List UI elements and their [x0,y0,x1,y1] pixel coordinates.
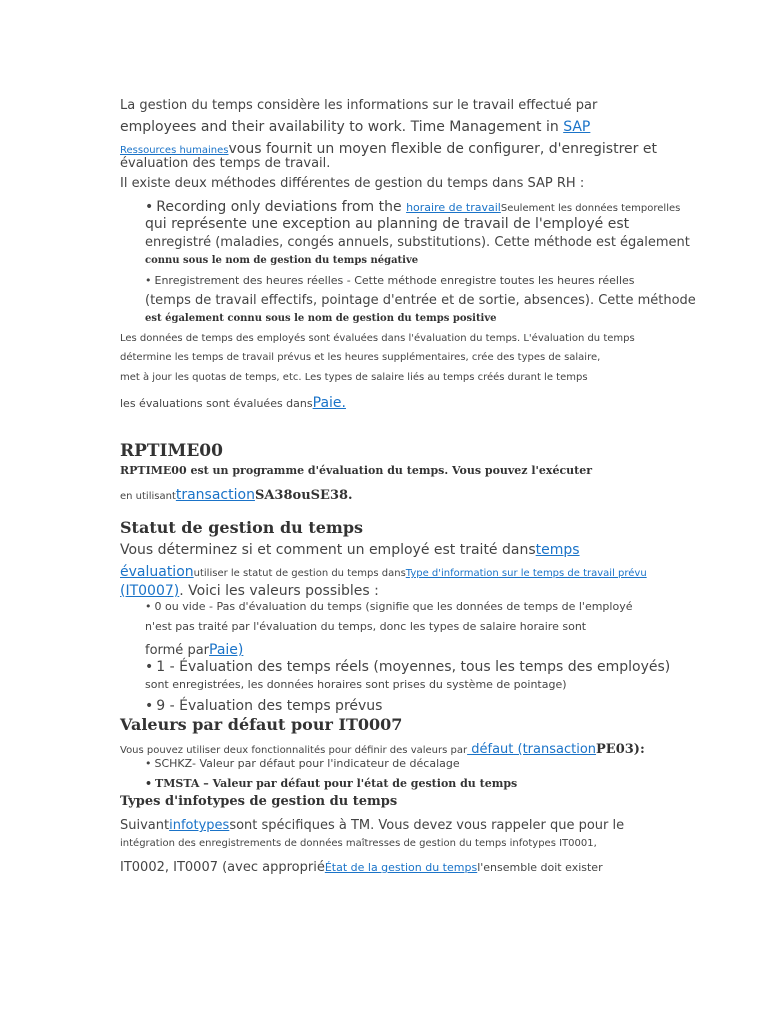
temps-evaluation-link[interactable]: évaluation [120,564,194,580]
eval-line-3 [120,372,588,384]
infotypes-line-3 [120,857,603,876]
statut-bullet-2-line-2 [145,679,567,692]
intro-line-4 [120,157,330,172]
eval-text: met à jour les quotas de temps, etc. Les types de salaire liés au temps créés durant le temps [120,372,588,383]
bullet-text: • 0 ou vide - Pas d'évaluation du temps (signifie que les données de temps de l'employé [145,600,632,613]
intro-text: vous fournit un moyen flexible de configurer, d'enregistrer et [228,141,657,157]
defaults-bullet-2 [145,778,517,791]
rptime-heading: RPTIME00 [120,441,223,461]
defaults-line-1 [120,739,645,758]
infotypes-link[interactable]: infotypes [169,818,230,833]
statut-text: Vous déterminez si et comment un employé est traité dans [120,542,536,558]
statut-bullet-1 [145,601,632,614]
defaults-text: PE03): [596,742,645,757]
bullet-text: • SCHKZ- Valeur par défaut pour l'indicateur de décalage [145,757,460,770]
eval-text: les évaluations sont évaluées dans [120,397,313,410]
paie-link[interactable]: Paie. [312,395,346,411]
transaction-link[interactable]: transaction [175,487,255,503]
transaction-link[interactable]: défaut (transaction [467,742,597,757]
bullet-text: sont enregistrées, les données horaires sont prises du système de pointage) [145,678,567,691]
it0007-link[interactable]: (IT0007) [120,583,180,599]
intro-line-2 [120,119,590,135]
rptime-text: RPTIME00 est un programme d'évaluation du temps. Vous pouvez l'exécuter [120,464,593,477]
rptime-text: SA38ouSE38. [254,488,353,503]
statut-line-1 [120,542,580,558]
infotypes-heading: Types d'infotypes de gestion du temps [120,794,398,809]
bullet-text: connu sous le nom de gestion du temps négative [145,255,419,266]
intro-line-3 [120,139,657,157]
statut-text: . Voici les valeurs possibles : [179,583,379,599]
statut-line-2 [120,562,647,580]
statut-line-3 [120,581,379,599]
etat-gestion-temps-link[interactable]: État de la gestion du temps [324,861,478,874]
defaults-text: Vous pouvez utiliser deux fonctionnalités pour définir des valeurs par [120,745,468,756]
bullet-text: • 1 - Évaluation des temps réels (moyennes, tous les temps des employés) [145,659,670,675]
eval-text: détermine les temps de travail prévus et les heures supplémentaires, crée des types de salaire, [120,352,601,363]
infotypes-line-2 [120,838,597,850]
horaire-de-travail-link[interactable]: horaire de travail [406,201,501,214]
eval-text: Les données de temps des employés sont évaluées dans l'évaluation du temps. L'évaluation du temps [120,333,635,344]
bullet-text: • TMSTA – Valeur par défaut pour l'état de gestion du temps [145,777,517,790]
defaults-heading: Valeurs par défaut pour IT0007 [120,715,403,734]
statut-bullet-1-line-3 [145,640,243,659]
statut-bullet-1-line-2 [145,621,586,634]
defaults-bullet-1 [145,758,460,771]
intro-text: employees and their availability to work. Time Management in [120,119,564,135]
infotypes-text: Suivant [120,818,170,833]
bullet-text: Seulement les données temporelles [500,203,681,214]
bullet-text: • 9 - Évaluation des temps prévus [145,698,382,714]
method-bullet-1-line-4 [145,255,418,267]
bullet-text: (temps de travail effectifs, pointage d'entrée et de sortie, absences). Cette méthode [145,293,696,308]
intro-text: évaluation des temps de travail. [120,156,331,171]
it0007-type-link[interactable]: Type d'information sur le temps de travail prévu [405,568,647,579]
bullet-text: • Enregistrement des heures réelles - Cette méthode enregistre toutes les heures réelles [145,274,635,287]
rptime-line-2 [120,485,353,504]
method-bullet-2 [145,275,635,288]
intro-text: La gestion du temps considère les informations sur le travail effectué par [120,98,598,113]
bullet-text: formé par [145,643,210,658]
bullet-text: enregistré (maladies, congés annuels, substitutions). Cette méthode est également [145,235,690,250]
method-bullet-1 [145,197,680,215]
method-bullet-1-line-2 [145,216,629,232]
infotypes-line-1 [120,819,624,834]
infotypes-text: IT0002, IT0007 (avec approprié [120,860,325,875]
ressources-humaines-link[interactable]: Ressources humaines [120,145,229,156]
statut-bullet-2 [145,659,670,675]
eval-line-1 [120,333,635,345]
intro-text: Il existe deux méthodes différentes de gestion du temps dans SAP RH : [120,176,585,191]
rptime-line-1 [120,465,592,478]
infotypes-text: intégration des enregistrements de données maîtresses de gestion du temps infotypes IT0001, [120,838,597,849]
intro-line-1 [120,99,597,114]
bullet-text: n'est pas traité par l'évaluation du temps, donc les types de salaire horaire sont [145,620,587,633]
eval-line-4 [120,393,346,411]
statut-heading: Statut de gestion du temps [120,518,364,537]
method-bullet-2-line-3 [145,313,497,325]
method-bullet-2-line-2 [145,294,696,309]
sap-link[interactable]: SAP [563,119,591,135]
method-bullet-1-line-3 [145,236,690,251]
infotypes-text: sont spécifiques à TM. Vous devez vous rappeler que pour le [229,818,625,833]
paie-link[interactable]: Paie) [209,642,244,658]
infotypes-text: l'ensemble doit exister [477,861,603,874]
statut-bullet-3 [145,698,382,714]
bullet-text: • Recording only deviations from the [145,199,406,215]
rptime-text: en utilisant [120,491,176,502]
bullet-text: est également connu sous le nom de gestion du temps positive [145,313,497,324]
statut-text: utiliser le statut de gestion du temps dans [193,568,406,579]
intro-line-5 [120,177,584,192]
bullet-text: qui représente une exception au planning de travail de l'employé est [145,216,630,232]
eval-line-2 [120,352,600,364]
temps-evaluation-link[interactable]: temps [535,542,580,558]
